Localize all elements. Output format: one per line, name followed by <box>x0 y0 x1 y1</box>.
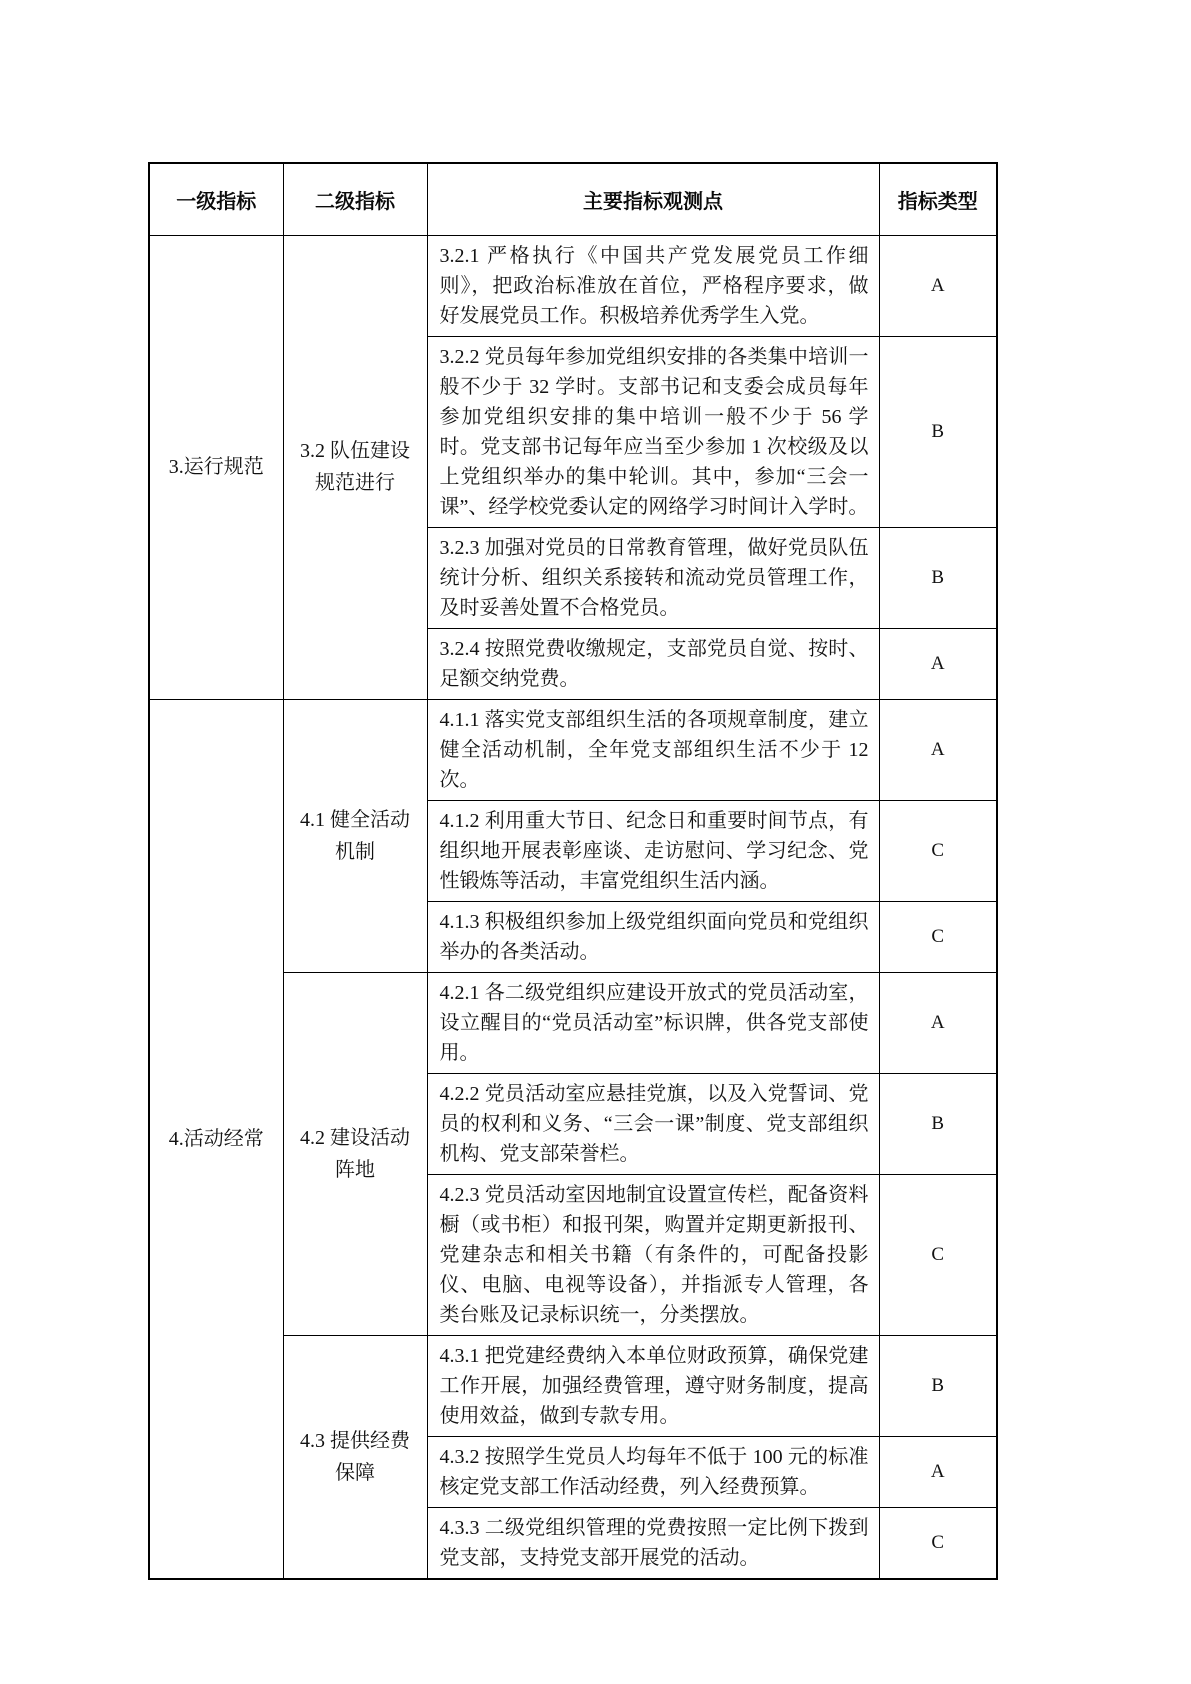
table-row <box>149 699 997 800</box>
header-row <box>149 163 997 235</box>
level1-cell: 3.运行规范 <box>149 235 283 699</box>
observation-cell: 3.2.1 严格执行《中国共产党发展党员工作细则》，把政治标准放在首位，严格程序要求，做好发展党员工作。积极培养优秀学生入党。 <box>427 235 879 336</box>
level2-cell <box>283 235 427 699</box>
table-row <box>149 235 997 336</box>
observation-cell: 4.3.3 二级党组织管理的党费按照一定比例下拨到党支部，支持党支部开展党的活动。 <box>427 1507 879 1579</box>
level2-line2: 保障 <box>335 1461 375 1484</box>
observation-cell: 3.2.3 加强对党员的日常教育管理，做好党员队伍统计分析、组织关系接转和流动党员管理工作，及时妥善处置不合格党员。 <box>427 527 879 628</box>
type-cell: B <box>879 1335 997 1436</box>
observation-cell: 4.1.3 积极组织参加上级党组织面向党员和党组织举办的各类活动。 <box>427 901 879 972</box>
observation-cell: 3.2.2 党员每年参加党组织安排的各类集中培训一般不少于 32 学时。支部书记和支委会成员每年参加党组织安排的集中培训一般不少于 56 学时。党支部书记每年应当至少参加 1 次校级及以上党组织举办的集中轮训。其中，参加“三会一课”、经学校党委认定的网络学习时间计入学时。 <box>427 336 879 527</box>
level2-line2: 规范进行 <box>315 472 395 494</box>
header-level1: 一级指标 <box>149 163 283 235</box>
level1-cell: 4.活动经常 <box>149 699 283 1579</box>
level2-cell <box>283 972 427 1335</box>
level2-cell <box>283 1335 427 1579</box>
type-cell: A <box>879 628 997 699</box>
observation-cell: 4.2.2 党员活动室应悬挂党旗，以及入党誓词、党员的权利和义务、“三会一课”制度、党支部组织机构、党支部荣誉栏。 <box>427 1073 879 1174</box>
type-cell: B <box>879 1073 997 1174</box>
header-level2: 二级指标 <box>283 163 427 235</box>
observation-cell: 4.3.2 按照学生党员人均每年不低于 100 元的标准核定党支部工作活动经费，列入经费预算。 <box>427 1436 879 1507</box>
type-cell: A <box>879 699 997 800</box>
level2-line2: 阵地 <box>335 1158 375 1181</box>
type-cell: A <box>879 972 997 1073</box>
observation-cell: 4.2.1 各二级党组织应建设开放式的党员活动室，设立醒目的“党员活动室”标识牌，供各党支部使用。 <box>427 972 879 1073</box>
observation-cell: 4.1.2 利用重大节日、纪念日和重要时间节点，有组织地开展表彰座谈、走访慰问、学习纪念、党性锻炼等活动，丰富党组织生活内涵。 <box>427 800 879 901</box>
level2-line1: 3.2 队伍建设 <box>300 440 410 462</box>
type-cell: C <box>879 901 997 972</box>
observation-cell: 4.1.1 落实党支部组织生活的各项规章制度，建立健全活动机制，全年党支部组织生活不少于 12 次。 <box>427 699 879 800</box>
level2-line2: 机制 <box>335 840 375 863</box>
type-cell: A <box>879 235 997 336</box>
type-cell: C <box>879 1174 997 1335</box>
type-cell: A <box>879 1436 997 1507</box>
observation-cell: 4.3.1 把党建经费纳入本单位财政预算，确保党建工作开展，加强经费管理，遵守财务制度，提高使用效益，做到专款专用。 <box>427 1335 879 1436</box>
indicator-table <box>148 162 998 1580</box>
level2-line1: 4.2 建设活动 <box>300 1126 410 1149</box>
header-observation: 主要指标观测点 <box>427 163 879 235</box>
level2-line1: 4.3 提供经费 <box>300 1429 410 1452</box>
observation-cell: 3.2.4 按照党费收缴规定，支部党员自觉、按时、足额交纳党费。 <box>427 628 879 699</box>
type-cell: C <box>879 1507 997 1579</box>
type-cell: B <box>879 527 997 628</box>
type-cell: C <box>879 800 997 901</box>
type-cell: B <box>879 336 997 527</box>
level2-cell <box>283 699 427 972</box>
observation-cell: 4.2.3 党员活动室因地制宜设置宣传栏，配备资料橱（或书柜）和报刊架，购置并定期更新报刊、党建杂志和相关书籍（有条件的，可配备投影仪、电脑、电视等设备），并指派专人管理，各类台账及记录标识统一，分类摆放。 <box>427 1174 879 1335</box>
level2-line1: 4.1 健全活动 <box>300 808 410 831</box>
header-type: 指标类型 <box>879 163 997 235</box>
